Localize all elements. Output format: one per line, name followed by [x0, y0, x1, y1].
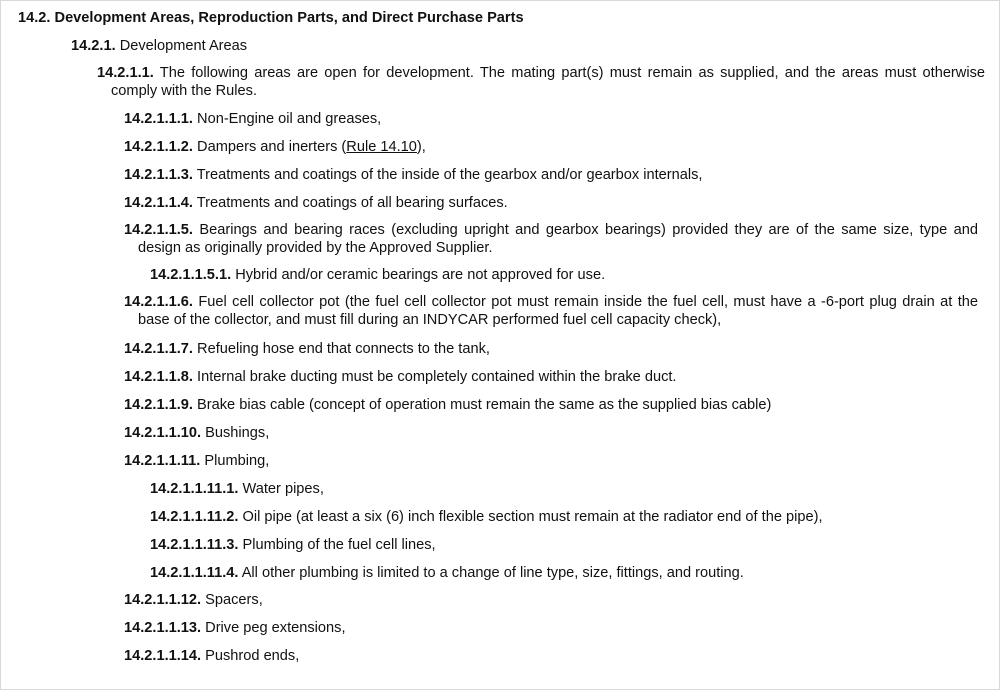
list-item — [124, 166, 702, 184]
list-item — [124, 110, 381, 128]
section-heading — [18, 9, 524, 27]
list-item — [124, 619, 346, 637]
item-number: 14.2.1.1.5. — [124, 222, 193, 238]
item-text: Treatments and coatings of the inside of the gearbox and/or gearbox internals, — [196, 167, 703, 183]
list-item — [124, 424, 269, 442]
item-text: Plumbing of the fuel cell lines, — [242, 537, 436, 553]
list-item — [124, 222, 978, 257]
item-number: 14.2.1.1.2. — [124, 139, 193, 155]
list-item — [150, 480, 324, 498]
item-text: Bushings, — [205, 425, 270, 441]
list-item — [124, 647, 299, 665]
item-number: 14.2.1.1.7. — [124, 341, 193, 357]
item-text: Refueling hose end that connects to the tank, — [197, 341, 490, 357]
item-number: 14.2.1.1.11.3. — [150, 537, 239, 553]
section-title: Development Areas, Reproduction Parts, and Direct Purchase Parts — [54, 10, 524, 26]
item-text: Treatments and coatings of all bearing surfaces. — [196, 195, 508, 211]
item-text: Dampers and inerters ( — [197, 139, 347, 155]
intro-paragraph — [97, 65, 985, 100]
intro-text: The following areas are open for development. The mating part(s) must remain as supplied, and the areas must otherwise comply with the Rules. — [111, 65, 985, 99]
list-item — [150, 266, 605, 284]
item-number: 14.2.1.1.9. — [124, 397, 193, 413]
list-item — [124, 194, 508, 212]
item-number: 14.2.1.1.3. — [124, 167, 193, 183]
item-number: 14.2.1.1.11. — [124, 453, 201, 469]
section-number: 14.2. — [18, 10, 51, 26]
item-number: 14.2.1.1.11.2. — [150, 509, 239, 525]
item-number: 14.2.1.1.12. — [124, 592, 202, 608]
item-text: Fuel cell collector pot (the fuel cell collector pot must remain inside the fuel cell, must have a -6-port plug drain at the base of the collector, and must fill during an INDYCAR performed fuel cell capacity check), — [138, 294, 978, 328]
list-item — [124, 294, 978, 329]
subsection-title: Development Areas — [119, 38, 248, 54]
item-text: Oil pipe (at least a six (6) inch flexible section must remain at the radiator end of the pipe), — [242, 509, 823, 525]
list-item — [124, 138, 426, 156]
item-text: Plumbing, — [204, 453, 270, 469]
item-text: Spacers, — [205, 592, 263, 608]
item-text: All other plumbing is limited to a change of line type, size, fittings, and routing. — [241, 565, 744, 581]
list-item — [124, 340, 490, 358]
list-item — [124, 396, 771, 414]
item-text: Pushrod ends, — [205, 648, 300, 664]
item-text: Brake bias cable (concept of operation must remain the same as the supplied bias cable) — [197, 397, 772, 413]
item-number: 14.2.1.1.8. — [124, 369, 193, 385]
list-item — [124, 452, 269, 470]
subsection-heading — [71, 37, 247, 55]
item-number: 14.2.1.1.13. — [124, 620, 202, 636]
item-text: Bearings and bearing races (excluding upright and gearbox bearings) provided they are of the same size, type and design as originally provided by the Approved Supplier. — [138, 222, 978, 256]
rule-14-10-link[interactable]: Rule 14.10 — [346, 139, 417, 155]
list-item — [150, 564, 744, 582]
list-item — [150, 508, 823, 526]
item-text: ), — [416, 139, 426, 155]
item-text: Hybrid and/or ceramic bearings are not approved for use. — [235, 267, 606, 283]
item-number: 14.2.1.1.5.1. — [150, 267, 232, 283]
item-number: 14.2.1.1.11.4. — [150, 565, 239, 581]
item-number: 14.2.1.1.1. — [124, 111, 193, 127]
intro-number: 14.2.1.1. — [97, 65, 154, 81]
subsection-number: 14.2.1. — [71, 38, 116, 54]
item-number: 14.2.1.1.10. — [124, 425, 202, 441]
list-item — [124, 368, 676, 386]
list-item — [124, 591, 263, 609]
item-text: Drive peg extensions, — [205, 620, 346, 636]
item-text: Water pipes, — [242, 481, 324, 497]
item-number: 14.2.1.1.11.1. — [150, 481, 239, 497]
item-number: 14.2.1.1.4. — [124, 195, 193, 211]
item-number: 14.2.1.1.14. — [124, 648, 202, 664]
item-number: 14.2.1.1.6. — [124, 294, 193, 310]
item-text: Non-Engine oil and greases, — [197, 111, 382, 127]
list-item — [150, 536, 436, 554]
item-text: Internal brake ducting must be completely contained within the brake duct. — [197, 369, 677, 385]
